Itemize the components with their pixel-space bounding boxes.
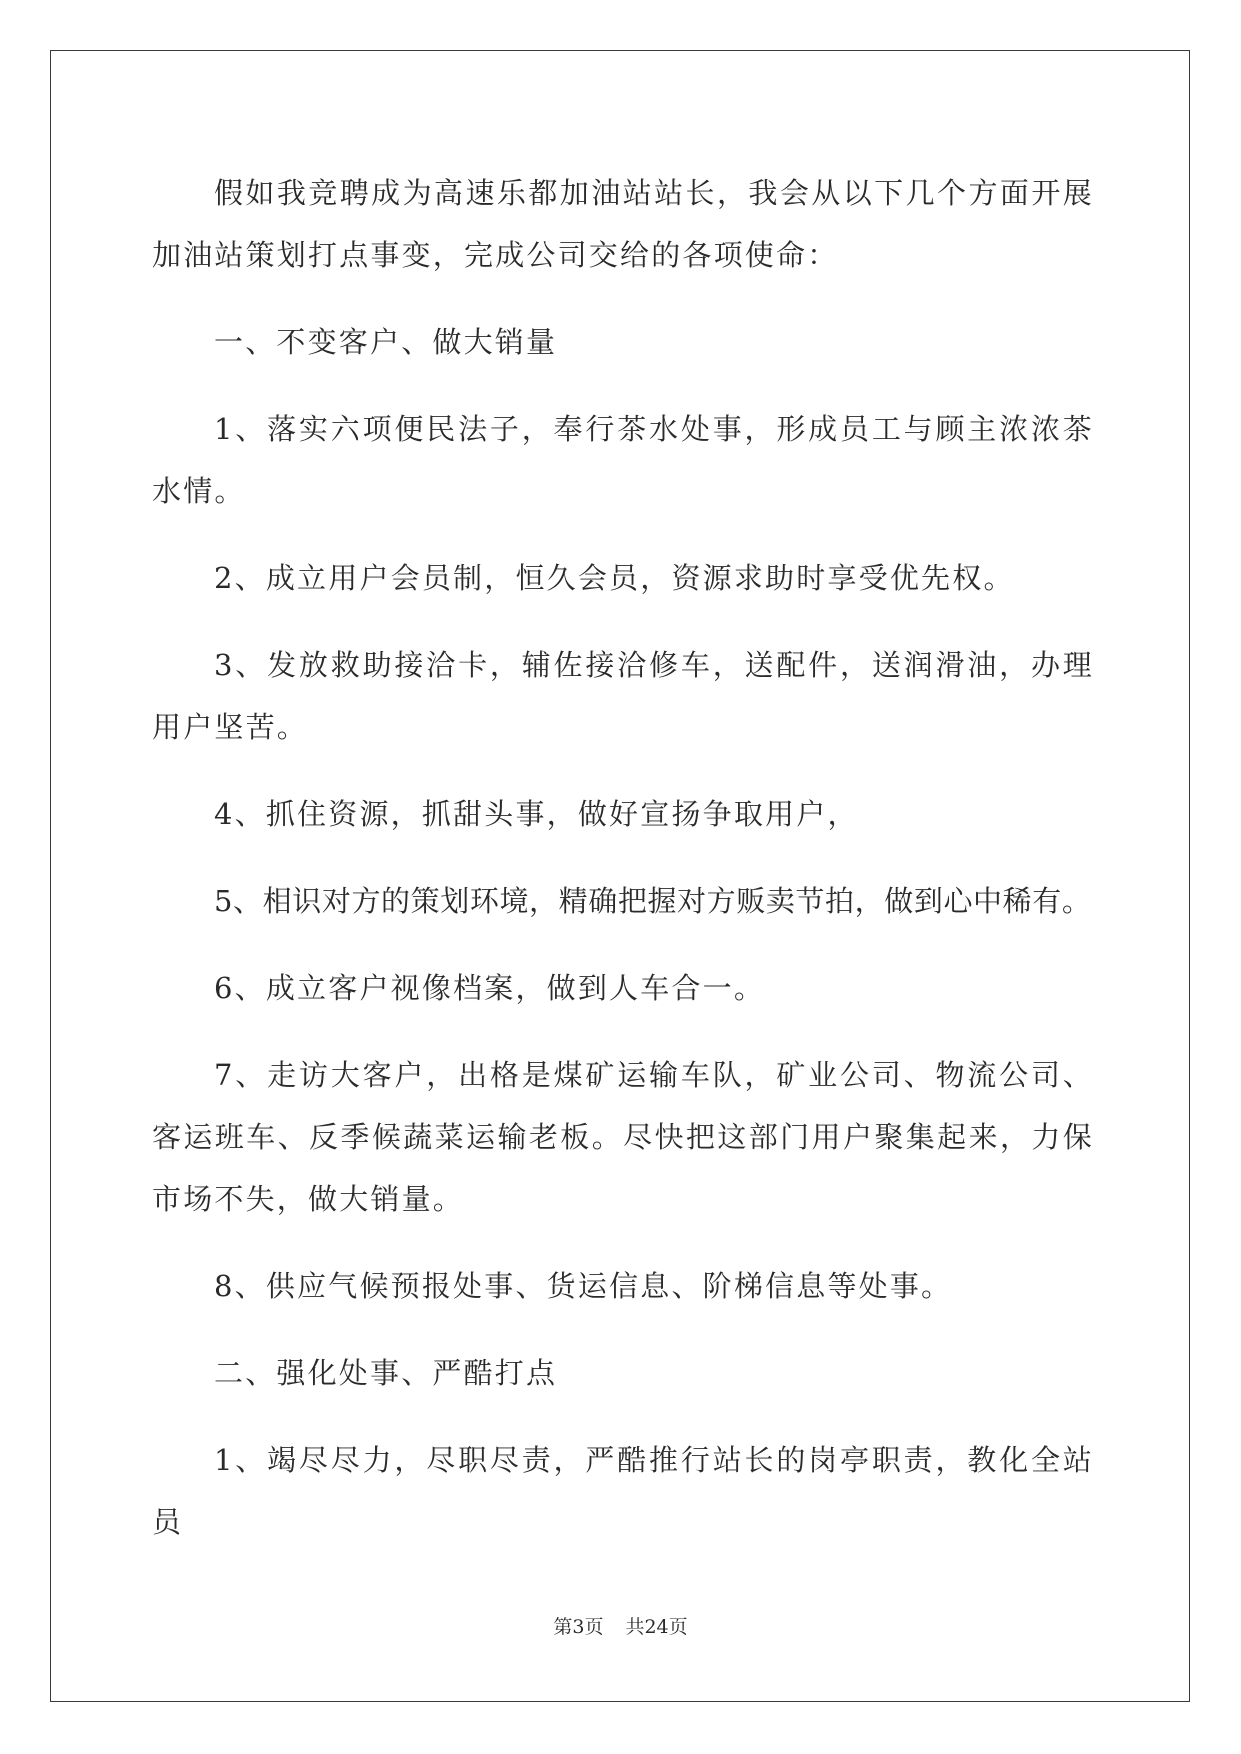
list-item: 4、抓住资源，抓甜头事，做好宣扬争取用户， [214,797,859,831]
list-item: 2、成立用户会员制，恒久会员，资源求助时享受优先权。 [214,561,1015,595]
paragraph: 假如我竞聘成为高速乐都加油站站长，我会从以下几个方面开展加油站策划打点事变，完成公司交给的各项使命： [152,176,1094,272]
section-heading: 二、强化处事、严酷打点 [214,1356,558,1390]
page-number: 第3页 [553,1616,604,1638]
list-item: 8、供应气候预报处事、货运信息、阶梯信息等处事。 [214,1269,953,1303]
list-item: 7、走访大客户，出格是煤矿运输车队，矿业公司、物流公司、客运班车、反季候蔬菜运输老板。尽快把这部门用户聚集起来，力保市场不失，做大销量。 [152,1058,1094,1216]
list-item: 6、成立客户视像档案，做到人车合一。 [214,971,766,1005]
page-footer [0,1612,1241,1639]
page-total: 共24页 [625,1616,688,1638]
list-item: 1、落实六项便民法子，奉行茶水处事，形成员工与顾主浓浓茶水情。 [152,412,1094,508]
list-item: 5、相识对方的策划环境，精确把握对方贩卖节拍，做到心中稀有。 [214,884,1092,918]
document-body [152,162,1094,1578]
list-item: 1、竭尽尽力，尽职尽责，严酷推行站长的岗亭职责，教化全站员 [152,1443,1094,1539]
section-heading: 一、不变客户、做大销量 [214,325,558,359]
list-item: 3、发放救助接洽卡，辅佐接洽修车，送配件，送润滑油，办理用户坚苦。 [152,648,1094,744]
